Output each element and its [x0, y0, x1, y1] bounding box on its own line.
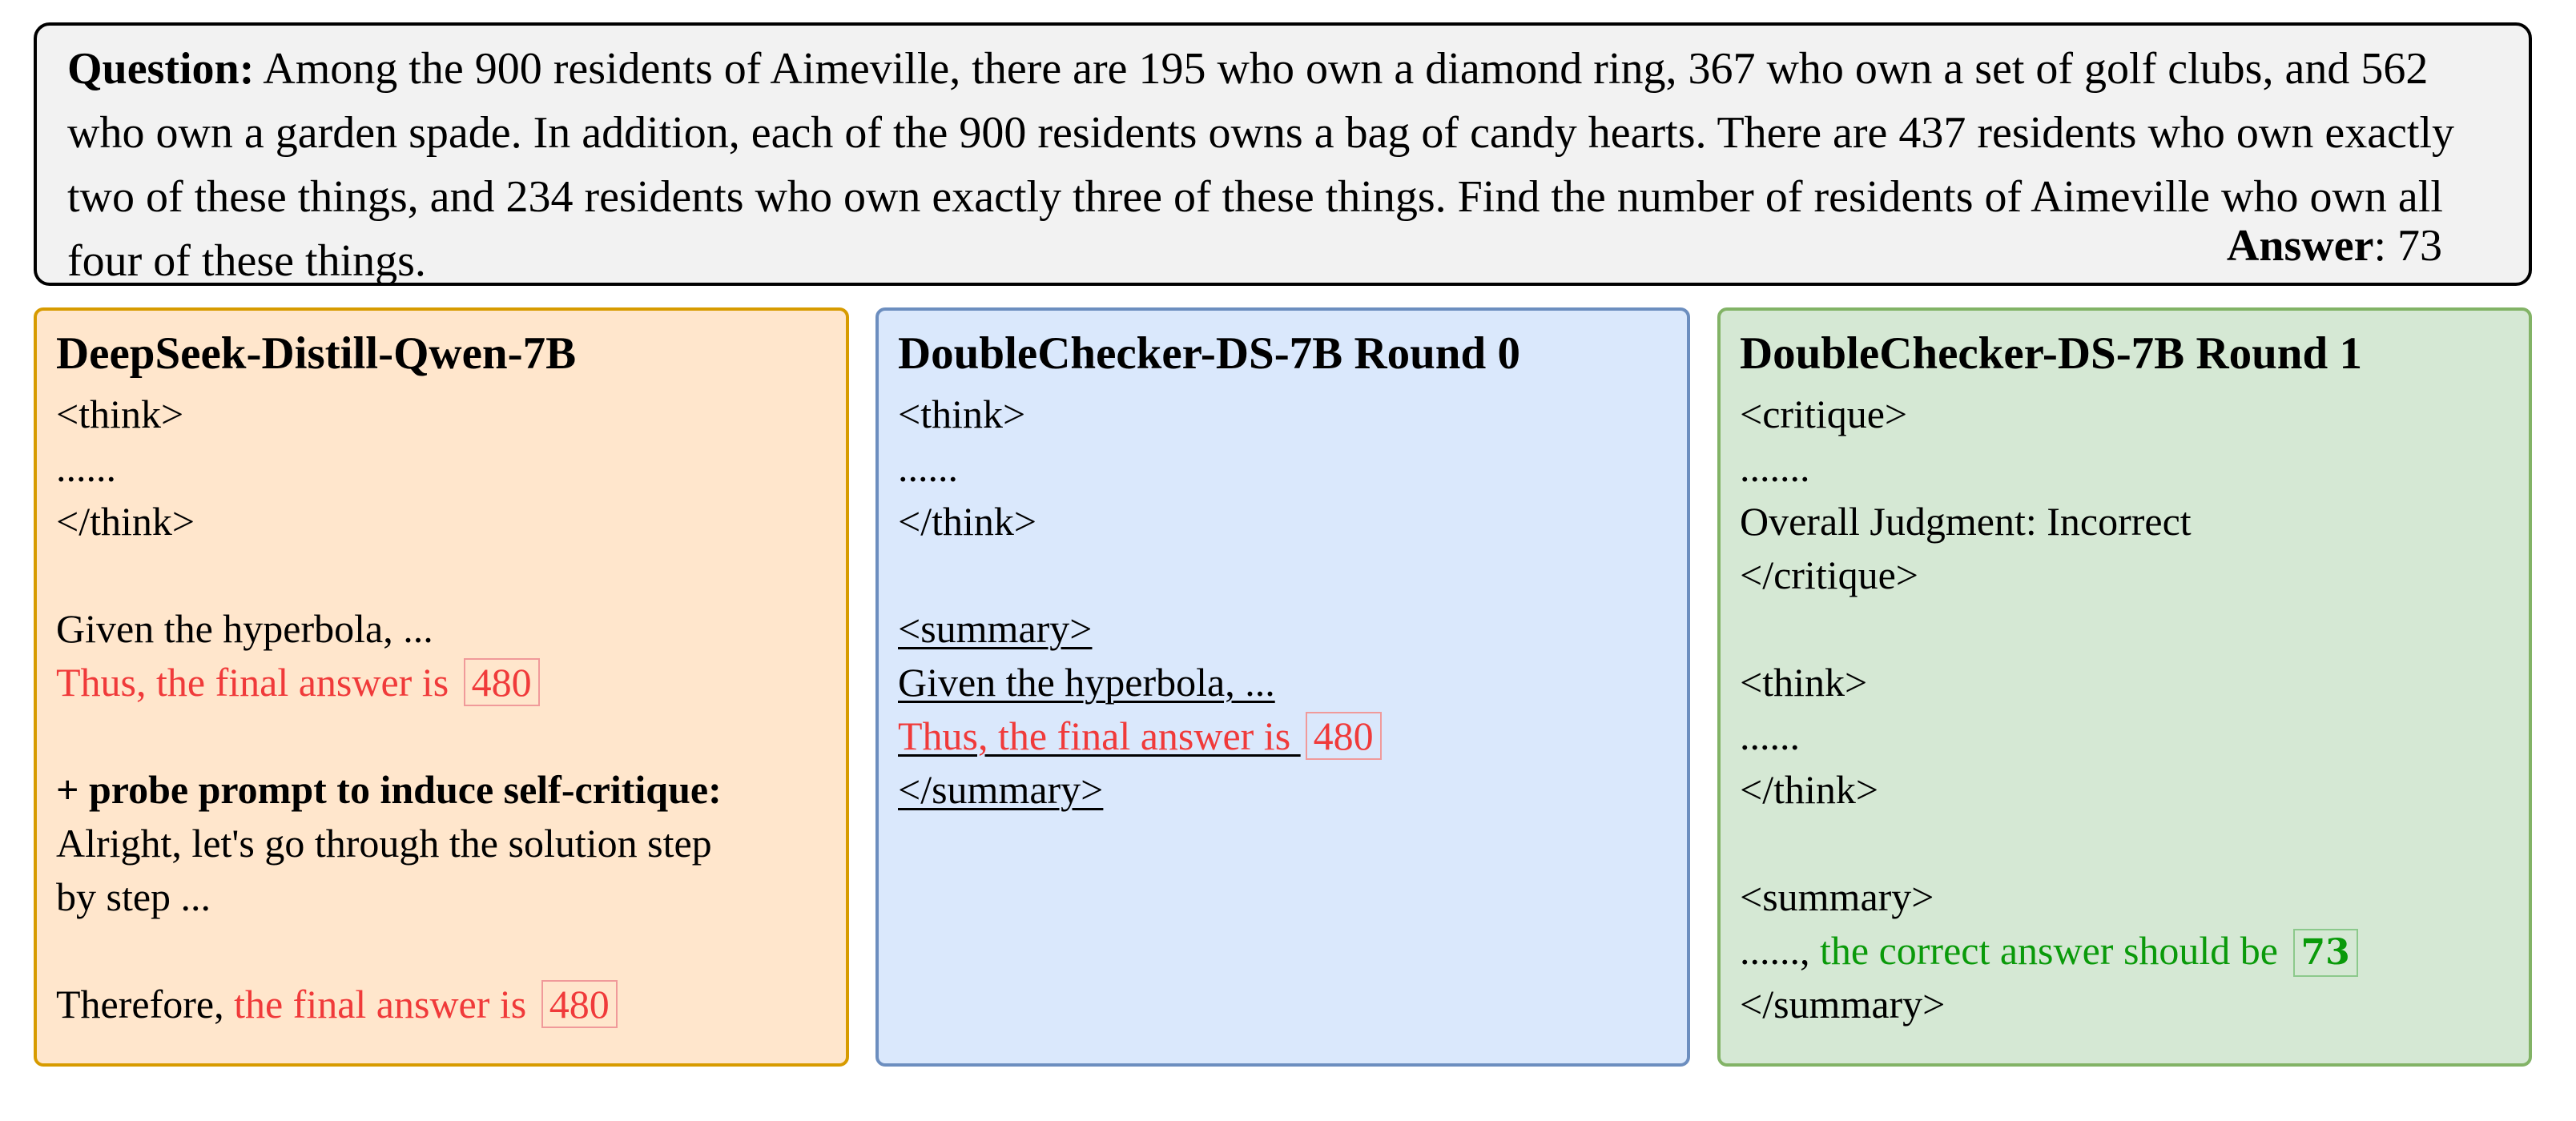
critique-ellipsis: .......: [1740, 445, 1810, 490]
therefore-answer-text: the final answer is: [234, 982, 527, 1027]
summary-close-tag: </summary>: [1740, 982, 1946, 1027]
therefore-line: [56, 978, 827, 1031]
answer-label: Answer: [2226, 221, 2374, 271]
final-answer-box: 480: [464, 658, 540, 706]
think-open-tag: <think>: [1740, 660, 1868, 705]
probe-text-line-1: Alright, let's go through the solution step: [56, 821, 712, 866]
summary-open-tag: <summary>: [898, 606, 1093, 651]
think-close-tag: </think>: [1740, 767, 1879, 812]
spacer: [1740, 817, 2510, 870]
final-answer-line: [56, 656, 827, 709]
critique-open-tag: <critique>: [1740, 392, 1908, 436]
panel-title: DeepSeek-Distill-Qwen-7B: [56, 328, 577, 379]
given-line: Given the hyperbola, ...: [898, 660, 1275, 705]
correct-answer-box: 73: [2293, 929, 2358, 977]
panel-deepseek-distill: [34, 307, 849, 1067]
spacer: [56, 548, 827, 602]
overall-judgment: Overall Judgment: Incorrect: [1740, 499, 2192, 544]
answer-line: [2227, 214, 2442, 278]
final-answer-text: Thus, the final answer is: [56, 660, 449, 705]
question-body: Among the 900 residents of Aimeville, there are 195 who own a diamond ring, 367 who own a set of golf clubs, and 562 who own a garden spade. In addition, each of the 900 residents owns a bag of candy hearts. There are 437 residents who own exactly two of these things, and 234 residents who own exactly three of these things. Find the number of residents of Aimeville who own all four of these things.: [67, 44, 2455, 286]
given-line: Given the hyperbola, ...: [56, 606, 433, 651]
critique-close-tag: </critique>: [1740, 552, 1918, 597]
spacer: [1740, 602, 2510, 656]
answer-value: 73: [2397, 221, 2442, 271]
question-label: Question:: [67, 44, 255, 94]
think-ellipsis: ......: [56, 445, 116, 490]
question-text: [67, 37, 2490, 293]
panel-title: DoubleChecker-DS-7B Round 1: [1740, 328, 2362, 379]
think-open-tag: <think>: [56, 392, 184, 436]
therefore-answer-box: 480: [541, 980, 618, 1028]
panel-doublechecker-round-0: [875, 307, 1690, 1067]
final-answer-line: [898, 709, 1668, 763]
spacer: [898, 548, 1668, 602]
spacer: [56, 924, 827, 978]
think-open-tag: <think>: [898, 392, 1026, 436]
summary-close-tag: </summary>: [898, 767, 1104, 812]
spacer: [56, 709, 827, 763]
final-answer-box: 480: [1306, 712, 1382, 760]
correct-answer-line: [1740, 924, 2510, 978]
probe-prompt-label: + probe prompt to induce self-critique:: [56, 767, 722, 812]
therefore-prefix: Therefore,: [56, 982, 235, 1027]
panel-title: DoubleChecker-DS-7B Round 0: [898, 328, 1520, 379]
think-ellipsis: ......: [1740, 713, 1800, 758]
answer-separator: :: [2373, 221, 2397, 271]
correct-answer-text: the correct answer should be: [1820, 928, 2278, 973]
think-close-tag: </think>: [898, 499, 1037, 544]
question-box: [34, 22, 2532, 286]
panel-doublechecker-round-1: [1717, 307, 2532, 1067]
summary-open-tag: <summary>: [1740, 874, 1934, 919]
final-answer-text: Thus, the final answer is: [898, 713, 1301, 758]
think-close-tag: </think>: [56, 499, 195, 544]
think-ellipsis: ......: [898, 445, 958, 490]
summary-prefix: ......,: [1740, 928, 1820, 973]
probe-text-line-2: by step ...: [56, 874, 211, 919]
